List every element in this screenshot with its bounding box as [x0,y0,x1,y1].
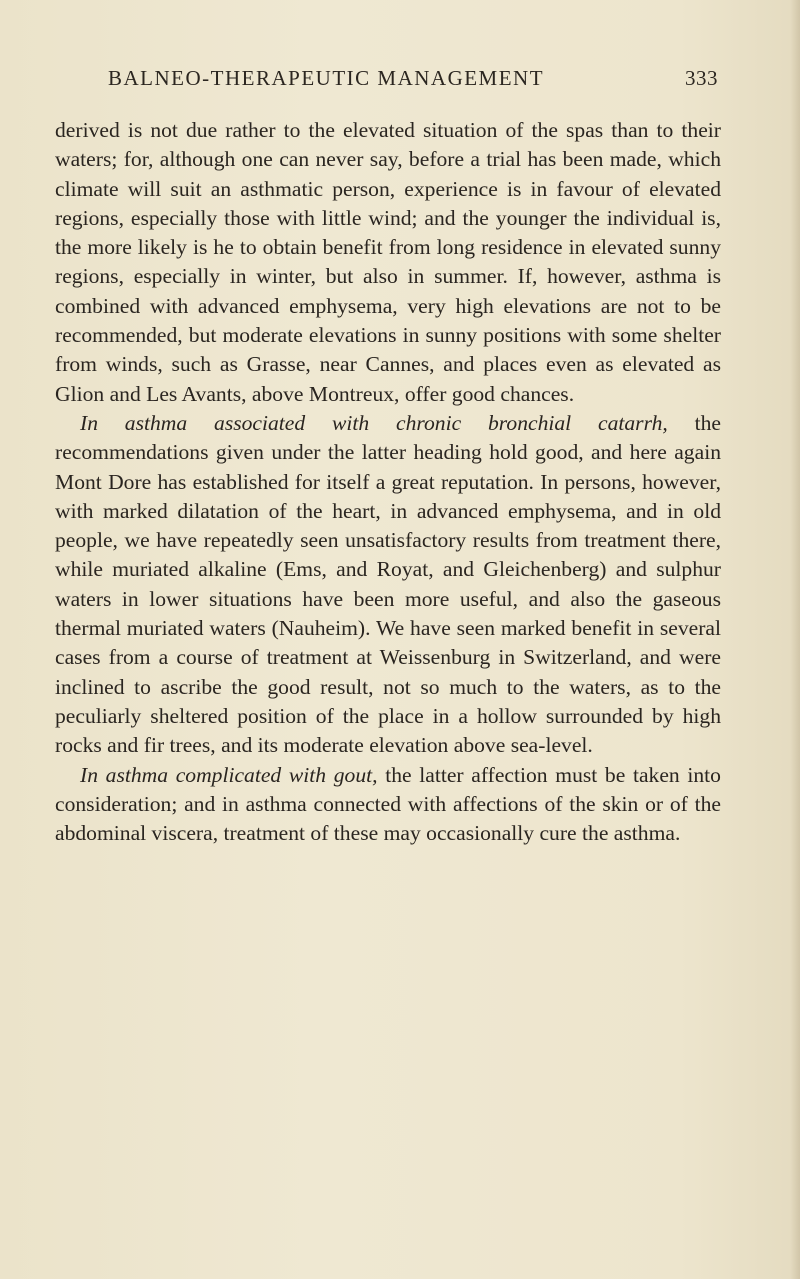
body-text [55,116,721,848]
paragraph-text: derived is not due rather to the elevated situation of the spas than to their waters; for, although one can never say, before a trial has been made, which climate will suit an asthmatic person, experience is in favour of elevated regions, especially those with little wind; and the younger the individual is, the more likely is he to obtain benefit from long residence in elevated sunny regions, especially in winter, but also in summer. If, however, asthma is combined with advanced emphysema, very high elevations are not to be recommended, but moderate elevations in sunny positions with some shelter from winds, such as Grasse, near Cannes, and places even as elevated as Glion and Les Avants, above Montreux, offer good chances. [55,118,721,406]
paragraph-bronchial-catarrh [55,409,721,761]
running-head [108,66,718,100]
paragraph-italic-lead: In asthma associated with chronic bronchial catarrh, [80,410,668,435]
paragraph-gout [55,761,721,849]
page-number: 333 [685,66,718,90]
paragraph-continuation [55,116,721,409]
paragraph-text: the recommendations given under the latter heading hold good, and here again Mont Dore has established for itself a great reputation. In persons, however, with marked dilatation of the heart, in advanced emphysema, and in old people, we have repeatedly seen unsatisfactory results from treatment there, while muriated alkaline (Ems, and Royat, and Gleichenberg) and sulphur waters in lower situations have been more useful, and also the gaseous thermal muriated waters (Nauheim). We have seen marked benefit in several cases from a course of treatment at Weissenburg in Switzerland, and were inclined to ascribe the good result, not so much to the waters, as to the peculiarly sheltered position of the place in a hollow surrounded by high rocks and fir trees, and its moderate elevation above sea-level. [55,410,722,758]
page-edge-shadow [790,0,800,1279]
paragraph-text: the latter affection must be taken into consideration; and in asthma connected with affections of the skin or of the abdominal viscera, treatment of these may occasionally cure the asthma. [55,762,721,846]
paragraph-italic-lead: In asthma complicated with gout, [80,762,378,787]
running-head-title: BALNEO-THERAPEUTIC MANAGEMENT [108,66,545,90]
